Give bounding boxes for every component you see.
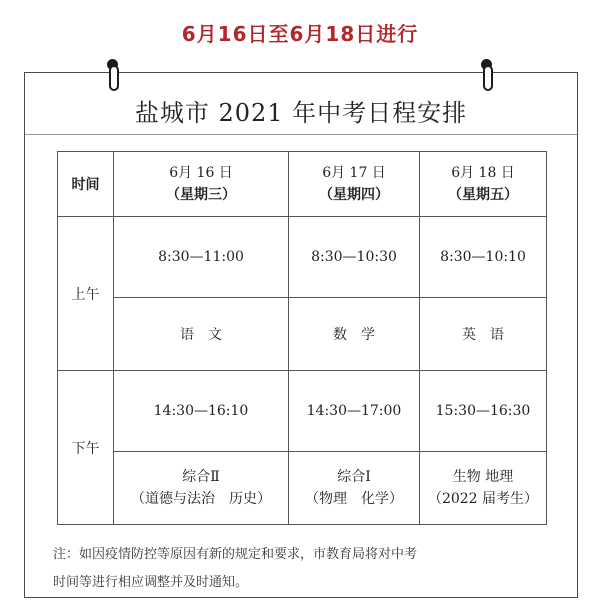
time-slot: 14:30—16:10: [114, 371, 289, 452]
subject-cell: [289, 452, 420, 525]
subject-name: 综合Ⅱ: [182, 469, 220, 485]
afternoon-time-row: [58, 371, 547, 452]
day-header: [289, 152, 420, 217]
schedule-title: 盐城市 2021 年中考日程安排: [134, 99, 468, 127]
subject-cell: 数 学: [289, 298, 420, 371]
period-label-morning: 上午: [58, 217, 114, 371]
day-weekday: （星期三）: [166, 187, 236, 203]
table-header-row: [58, 152, 547, 217]
subject-cell: 语 文: [114, 298, 289, 371]
day-date: 6月 16 日: [169, 165, 233, 181]
subject-detail: （道德与法治 历史）: [131, 491, 271, 507]
banner-heading: 6月16日至6月18日进行: [181, 22, 419, 46]
morning-subject-row: [58, 298, 547, 371]
time-slot: 8:30—11:00: [114, 217, 289, 298]
subject-name: 生物 地理: [452, 469, 514, 485]
subject-cell: [420, 452, 547, 525]
afternoon-subject-row: [58, 452, 547, 525]
time-slot: 8:30—10:10: [420, 217, 547, 298]
footnote-line: 时间等进行相应调整并及时通知。: [53, 575, 249, 590]
title-divider: [25, 134, 577, 135]
time-slot: 14:30—17:00: [289, 371, 420, 452]
subject-cell: [114, 452, 289, 525]
time-slot: 15:30—16:30: [420, 371, 547, 452]
subject-detail: （物理 化学）: [305, 491, 403, 507]
day-header: [114, 152, 289, 217]
subject-detail: （2022 届考生）: [427, 491, 539, 507]
binder-ring-right: [481, 59, 493, 91]
schedule-card: [24, 72, 578, 598]
day-date: 6月 18 日: [451, 165, 515, 181]
time-slot: 8:30—10:30: [289, 217, 420, 298]
day-weekday: （星期五）: [448, 187, 518, 203]
day-weekday: （星期四）: [319, 187, 389, 203]
day-header: [420, 152, 547, 217]
subject-cell: 英 语: [420, 298, 547, 371]
day-date: 6月 17 日: [322, 165, 386, 181]
binder-ring-left: [107, 59, 119, 91]
period-label-afternoon: 下午: [58, 371, 114, 525]
footnote: [53, 541, 549, 597]
subject-name: 综合Ⅰ: [337, 469, 371, 485]
exam-schedule-table: [57, 151, 547, 525]
footnote-line: 注：如因疫情防控等原因有新的规定和要求，市教育局将对中考: [53, 547, 418, 562]
header-time-label: 时间: [58, 152, 114, 217]
morning-time-row: [58, 217, 547, 298]
